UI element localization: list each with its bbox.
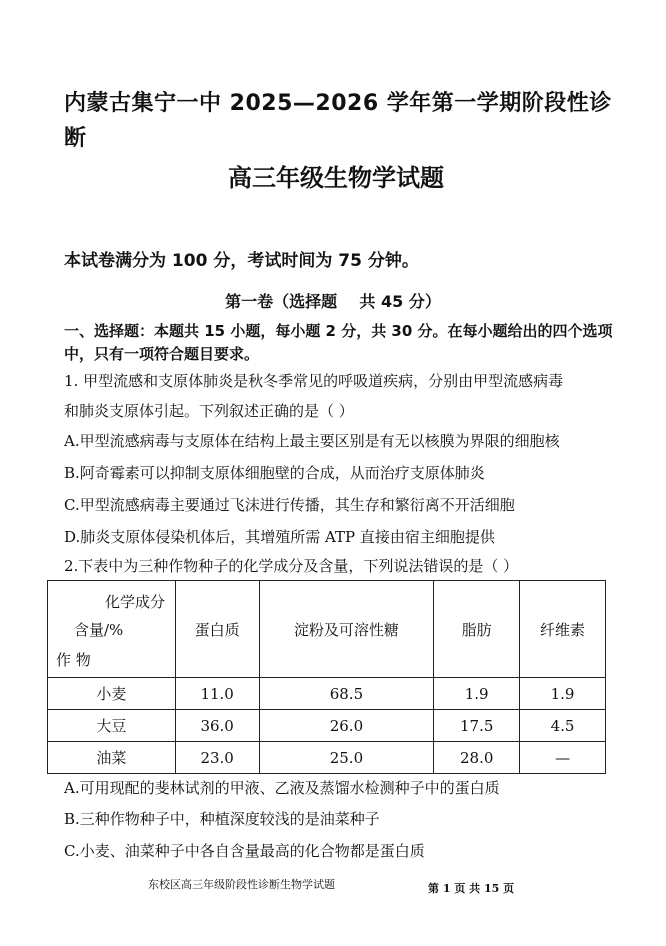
table-cell: 36.0 [175, 710, 259, 742]
table-row [48, 742, 606, 774]
table-corner-header [48, 581, 176, 678]
column-header: 纤维素 [520, 581, 606, 678]
table-row [48, 710, 606, 742]
row-crop-name: 小麦 [48, 678, 176, 710]
q1-option-c: C.甲型流感病毒主要通过飞沫进行传播，其生存和繁衍离不开活细胞 [64, 496, 515, 514]
part-title: 第一卷（选择题 共 45 分） [225, 292, 441, 311]
table-cell: 17.5 [434, 710, 520, 742]
q1-option-b: B.阿奇霉素可以抑制支原体细胞壁的合成，从而治疗支原体肺炎 [64, 464, 485, 482]
table-cell: 1.9 [520, 678, 606, 710]
table-cell: 4.5 [520, 710, 606, 742]
table-cell: — [520, 742, 606, 774]
table-cell: 25.0 [259, 742, 434, 774]
q1-option-a: A.甲型流感病毒与支原体在结构上最主要区别是有无以核膜为界限的细胞核 [64, 432, 560, 450]
table-row [48, 678, 606, 710]
q2-option-b: B.三种作物种子中，种植深度较浅的是油菜种子 [64, 810, 380, 828]
q2-option-c: C.小麦、油菜种子中各自含量最高的化合物都是蛋白质 [64, 842, 425, 860]
q1-stem-line1: 1. 甲型流感和支原体肺炎是秋冬季常见的呼吸道疾病，分别由甲型流感病毒 [64, 372, 564, 390]
q1-stem-line2: 和肺炎支原体引起。下列叙述正确的是（ ） [64, 402, 354, 420]
column-header: 脂肪 [434, 581, 520, 678]
q2-option-a: A.可用现配的斐林试剂的甲液、乙液及蒸馏水检测种子中的蛋白质 [64, 779, 500, 797]
section-heading: 一、选择题：本题共 15 小题，每小题 2 分，共 30 分。在每小题给出的四个选项中，只有一项符合题目要求。 [64, 322, 613, 363]
table-cell: 1.9 [434, 678, 520, 710]
corner-label-crop: 作 物 [56, 651, 91, 669]
q1-option-d: D.肺炎支原体侵染机体后，其增殖所需 ATP 直接由宿主细胞提供 [64, 528, 495, 546]
column-header: 淀粉及可溶性糖 [259, 581, 434, 678]
exam-subtitle: 高三年级生物学试题 [228, 164, 444, 192]
table-cell: 23.0 [175, 742, 259, 774]
exam-title-line1: 内蒙古集宁一中 2025—2026 学年第一学期阶段性诊 [64, 91, 612, 116]
corner-label-content: 含量/% [74, 621, 124, 639]
table-header-row [48, 581, 606, 678]
footer-exam-name: 东校区高三年级阶段性诊断生物学试题 [148, 878, 335, 891]
column-header: 蛋白质 [175, 581, 259, 678]
exam-title-line1-wrap: 断 [64, 126, 87, 151]
composition-table [47, 580, 606, 774]
row-crop-name: 油菜 [48, 742, 176, 774]
exam-title [64, 86, 624, 156]
footer-page-number: 第 1 页 共 15 页 [428, 882, 515, 895]
exam-info: 本试卷满分为 100 分，考试时间为 75 分钟。 [64, 251, 419, 271]
table-cell: 68.5 [259, 678, 434, 710]
q2-stem: 2.下表中为三种作物种子的化学成分及含量，下列说法错误的是（ ） [64, 557, 519, 575]
row-crop-name: 大豆 [48, 710, 176, 742]
corner-label-component: 化学成分 [105, 593, 166, 611]
table-cell: 11.0 [175, 678, 259, 710]
table-cell: 26.0 [259, 710, 434, 742]
table-cell: 28.0 [434, 742, 520, 774]
